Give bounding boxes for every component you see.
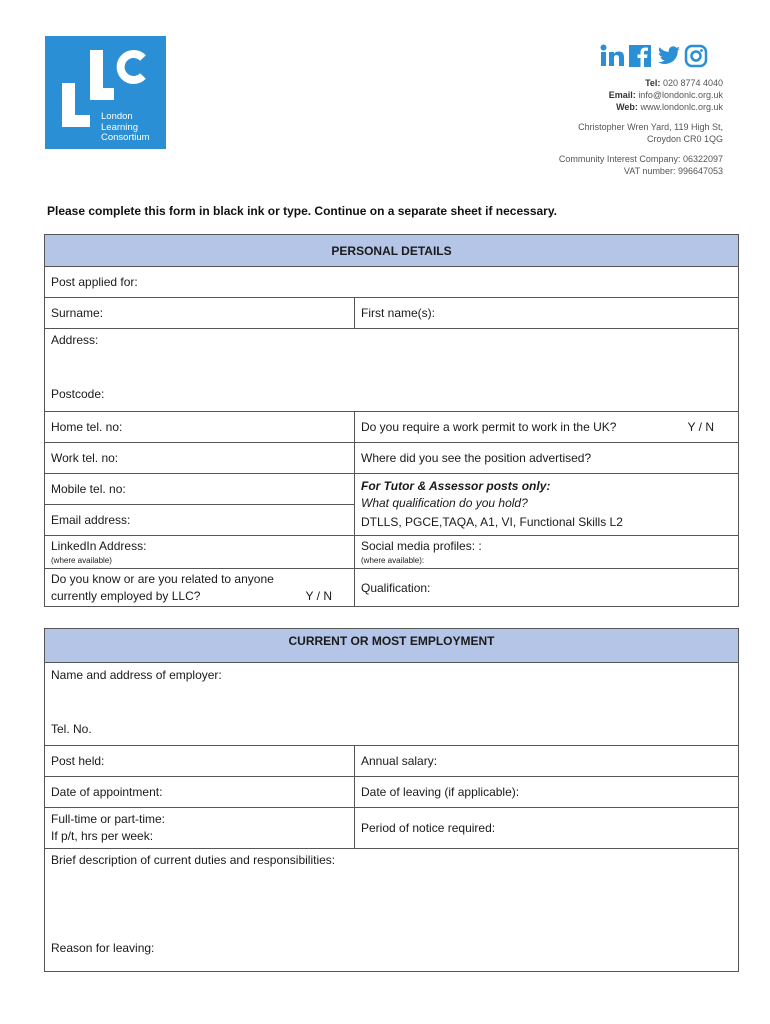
section-header: CURRENT OR MOST EMPLOYMENT <box>45 629 739 663</box>
address-field[interactable] <box>45 329 739 412</box>
home-tel-field[interactable] <box>45 412 355 443</box>
yes-no-choice[interactable]: Y / N <box>305 588 332 603</box>
section-header: PERSONAL DETAILS <box>45 235 739 267</box>
annual-salary-field[interactable] <box>355 746 739 777</box>
field-label: Tel. No. <box>51 722 92 736</box>
tutor-title: For Tutor & Assessor posts only: <box>361 478 551 493</box>
employment-table <box>44 628 739 972</box>
field-label: Post held: <box>51 754 105 768</box>
contact-details <box>559 77 723 177</box>
llc-logo <box>45 36 166 149</box>
email-field[interactable] <box>45 505 355 536</box>
linkedin-icon[interactable] <box>600 44 624 68</box>
field-label: Email address: <box>51 513 131 527</box>
facebook-icon[interactable] <box>628 44 652 68</box>
logo-line: London <box>101 111 133 122</box>
field-label: LinkedIn Address: <box>51 539 147 553</box>
vat-number: VAT number: 996647053 <box>623 166 723 176</box>
field-label: Date of leaving (if applicable): <box>361 785 520 799</box>
field-label: Qualification: <box>361 580 431 595</box>
field-label: First name(s): <box>361 306 436 320</box>
web-label: Web: <box>616 102 638 112</box>
logo-line: Learning <box>101 121 138 133</box>
address-line: Christopher Wren Yard, 119 High St, <box>578 122 723 132</box>
advertised-field[interactable] <box>355 443 739 474</box>
yes-no-choice[interactable]: Y / N <box>687 420 715 434</box>
logo-wordmark <box>101 112 150 144</box>
field-label: Post applied for: <box>51 275 138 289</box>
instagram-icon[interactable] <box>684 44 708 68</box>
personal-details-table <box>44 234 739 607</box>
field-label: Brief description of current duties and responsibilities: <box>51 853 336 867</box>
logo-line: Consortium <box>101 132 150 143</box>
email-value[interactable]: info@londonlc.org.uk <box>638 90 723 100</box>
leaving-date-field[interactable] <box>355 777 739 808</box>
field-label: Do you require a work permit to work in the UK? <box>361 420 617 434</box>
web-value[interactable]: www.londonlc.org.uk <box>640 102 723 112</box>
field-label: Do you know or are you related to anyone <box>51 571 274 586</box>
field-label: Full-time or part-time: <box>51 812 166 826</box>
notice-period-field[interactable] <box>355 808 739 849</box>
field-label: Work tel. no: <box>51 451 119 465</box>
duties-field[interactable] <box>45 849 739 972</box>
linkedin-field[interactable] <box>45 536 355 569</box>
work-permit-field[interactable] <box>355 412 739 443</box>
employer-field[interactable] <box>45 663 739 746</box>
field-label: Name and address of employer: <box>51 668 222 682</box>
field-label: Postcode: <box>51 387 105 401</box>
field-label: Surname: <box>51 306 104 320</box>
surname-field[interactable] <box>45 298 355 329</box>
field-note: (where available): <box>361 556 425 565</box>
hours-field[interactable] <box>45 808 355 849</box>
twitter-icon[interactable] <box>656 44 680 68</box>
appointment-date-field[interactable] <box>45 777 355 808</box>
company-number: Community Interest Company: 06322097 <box>558 154 723 164</box>
tel-value: 020 8774 4040 <box>662 78 723 88</box>
tutor-question: What qualification do you hold? <box>361 495 528 510</box>
field-label: Reason for leaving: <box>51 941 155 955</box>
social-profiles-field[interactable] <box>355 536 739 569</box>
field-label: Date of appointment: <box>51 785 163 799</box>
first-name-field[interactable] <box>355 298 739 329</box>
social-links <box>600 44 708 68</box>
field-label: Mobile tel. no: <box>51 482 126 496</box>
post-applied-field[interactable] <box>45 267 739 298</box>
field-note: (where available) <box>51 556 112 565</box>
field-label: If p/t, hrs per week: <box>51 829 154 843</box>
tel-label: Tel: <box>645 78 661 88</box>
field-label: Where did you see the position advertised? <box>361 451 592 465</box>
post-held-field[interactable] <box>45 746 355 777</box>
address-line: Croydon CR0 1QG <box>646 134 723 144</box>
field-label: Home tel. no: <box>51 420 123 434</box>
email-label: Email: <box>608 90 636 100</box>
field-label: Social media profiles: : <box>361 539 482 553</box>
tutor-qualification-field[interactable] <box>355 474 739 536</box>
field-label: Annual salary: <box>361 754 438 768</box>
field-label: currently employed by LLC? <box>51 588 201 603</box>
mobile-tel-field[interactable] <box>45 474 355 505</box>
field-label: Address: <box>51 333 99 347</box>
qualification-field[interactable] <box>355 569 739 607</box>
tutor-options: DTLLS, PGCE,TAQA, A1, VI, Functional Skills L2 <box>361 514 623 529</box>
form-instructions: Please complete this form in black ink or type. Continue on a separate sheet if necessary. <box>47 204 557 218</box>
related-to-employee-field[interactable] <box>45 569 355 607</box>
field-label: Period of notice required: <box>361 821 496 835</box>
work-tel-field[interactable] <box>45 443 355 474</box>
